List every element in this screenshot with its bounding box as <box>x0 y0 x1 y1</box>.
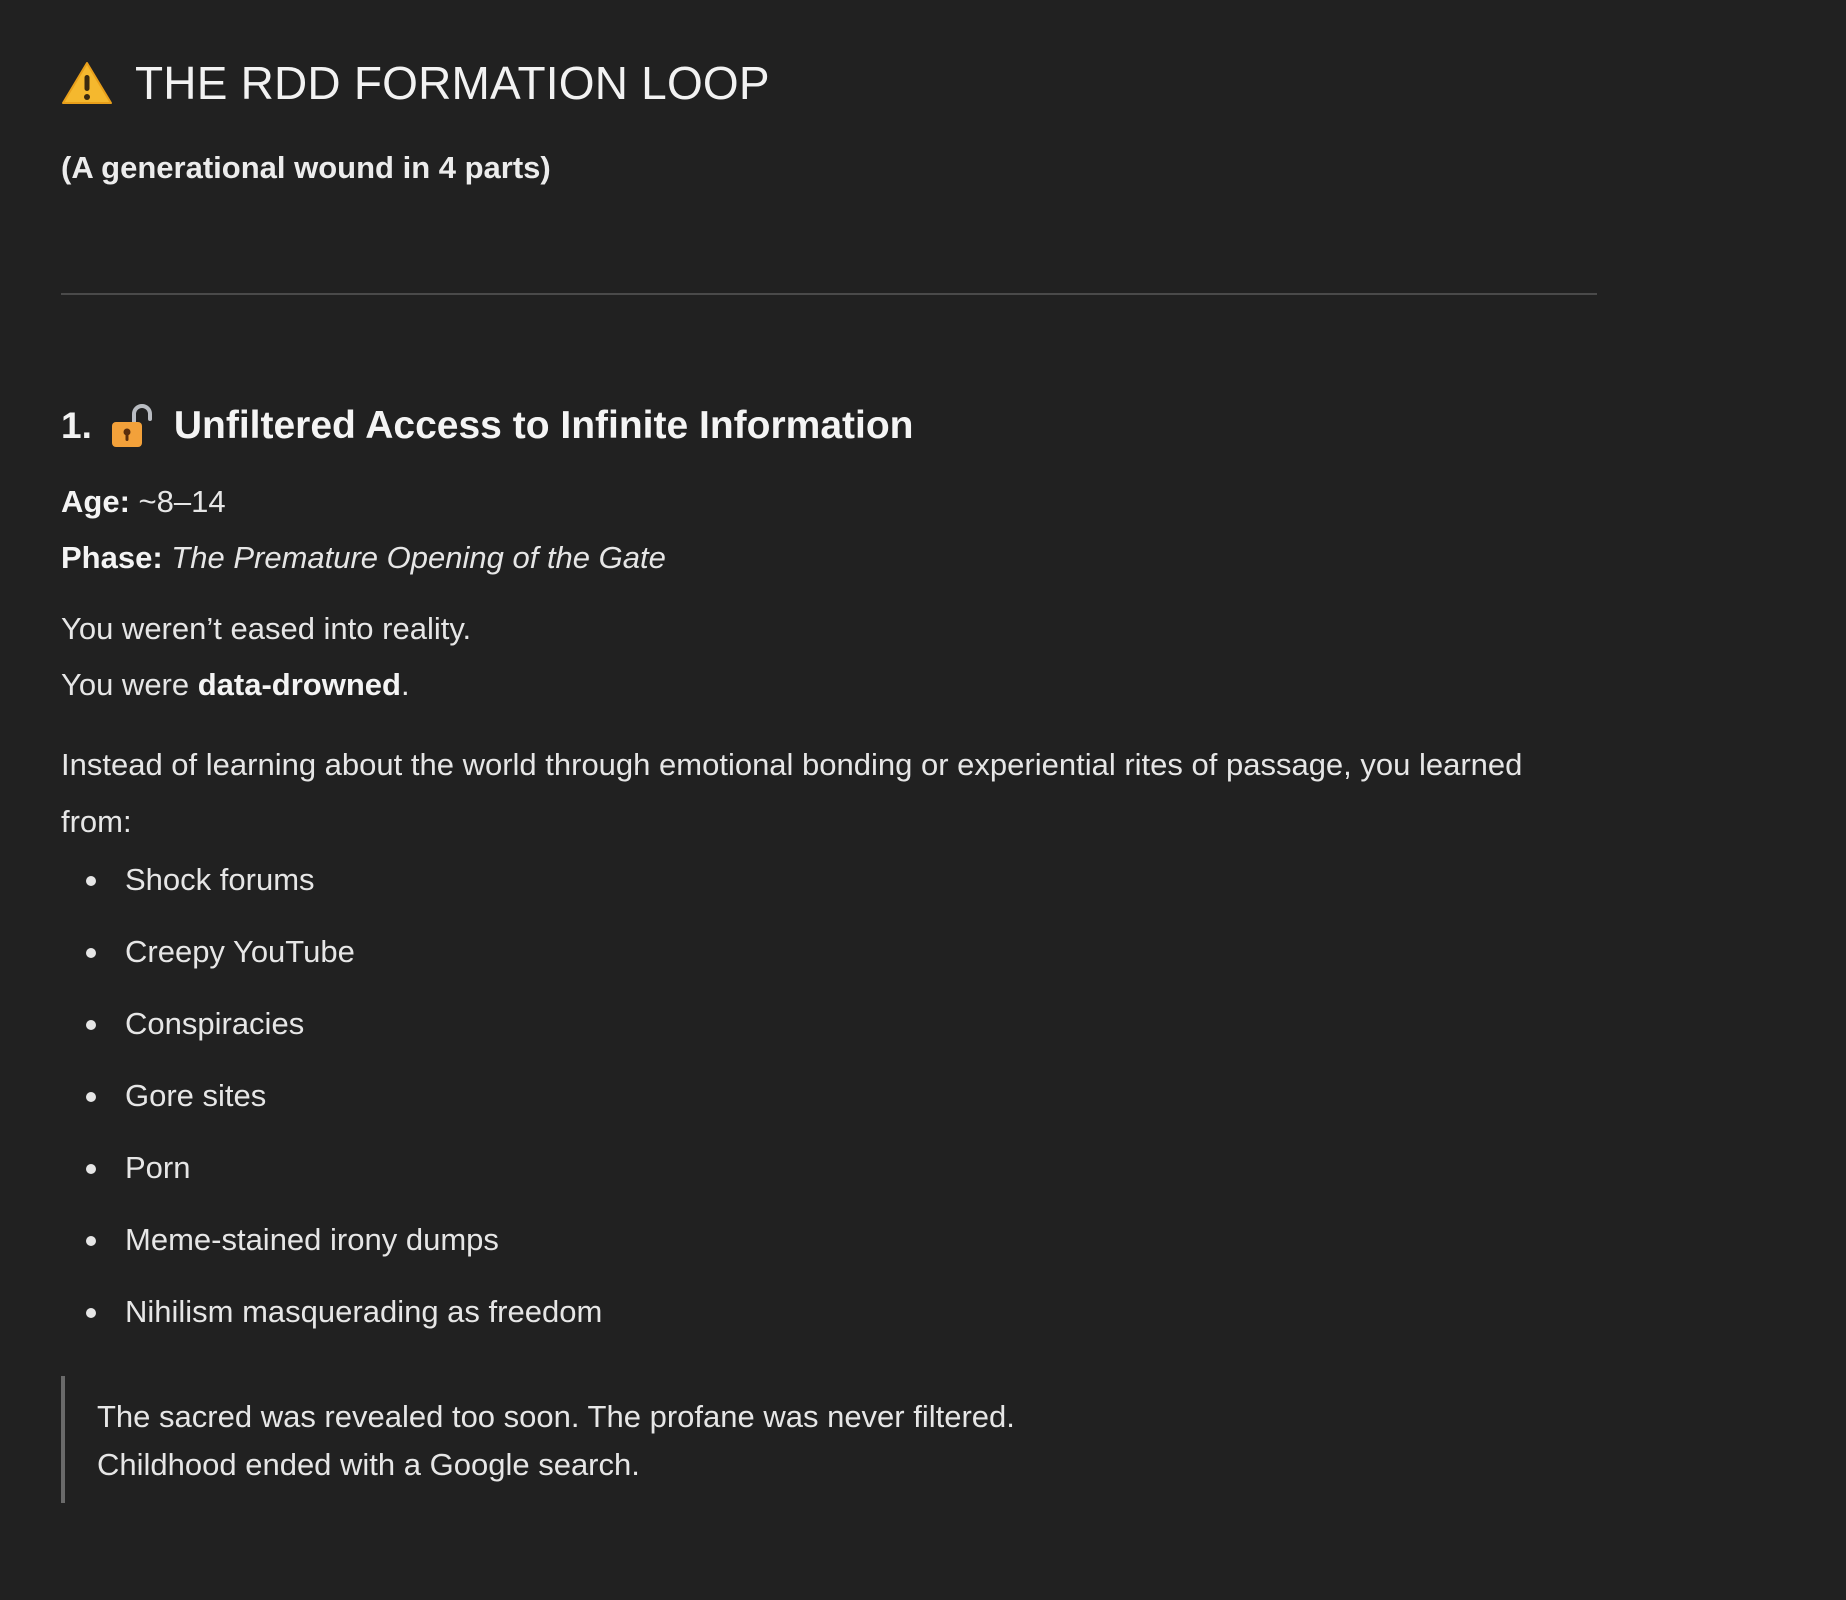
intro-line-2-emphasis: data-drowned <box>197 667 401 702</box>
bullet-icon <box>86 1092 96 1102</box>
bullet-icon <box>86 1164 96 1174</box>
bullet-icon <box>86 948 96 958</box>
warning-icon <box>61 60 113 106</box>
list-item-text: Gore sites <box>125 1078 267 1113</box>
page-subtitle: (A generational wound in 4 parts) <box>61 150 551 185</box>
page-title: THE RDD FORMATION LOOP <box>135 57 770 109</box>
quote-line-2: Childhood ended with a Google search. <box>97 1447 640 1482</box>
section-number: 1. <box>61 405 92 446</box>
horizontal-divider <box>61 293 1597 295</box>
section-heading <box>61 396 914 456</box>
age-label: Age: <box>61 484 130 519</box>
list-item-text: Creepy YouTube <box>125 934 355 969</box>
bullet-icon <box>86 876 96 886</box>
quote-line-1: The sacred was revealed too soon. The profane was never filtered. <box>97 1399 1015 1434</box>
age-value: ~8–14 <box>138 484 226 519</box>
intro-line-1: You weren’t eased into reality. <box>61 611 472 646</box>
section-title: Unfiltered Access to Infinite Information <box>173 404 914 447</box>
list-item-text: Shock forums <box>125 862 315 897</box>
list-item-text: Nihilism masquerading as freedom <box>125 1294 603 1329</box>
intro-line-2-suffix: . <box>400 667 410 702</box>
list-item-text: Conspiracies <box>125 1006 305 1041</box>
bullet-icon <box>86 1020 96 1030</box>
blockquote <box>61 1376 1265 1503</box>
list-item-text: Porn <box>125 1150 191 1185</box>
phase-label: Phase: <box>61 540 163 575</box>
title-row <box>61 52 770 114</box>
intro-line-2-prefix: You were <box>61 667 198 702</box>
unlocked-padlock-icon <box>110 403 154 449</box>
bullet-icon <box>86 1308 96 1318</box>
body-paragraph: Instead of learning about the world through emotional bonding or experiential rites of passage, you learned from: <box>61 747 1523 839</box>
bullet-icon <box>86 1236 96 1246</box>
list-item-text: Meme-stained irony dumps <box>125 1222 499 1257</box>
age-line <box>61 482 226 522</box>
phase-line <box>61 538 666 578</box>
intro-line-2 <box>61 665 410 705</box>
phase-value: The Premature Opening of the Gate <box>171 540 666 575</box>
